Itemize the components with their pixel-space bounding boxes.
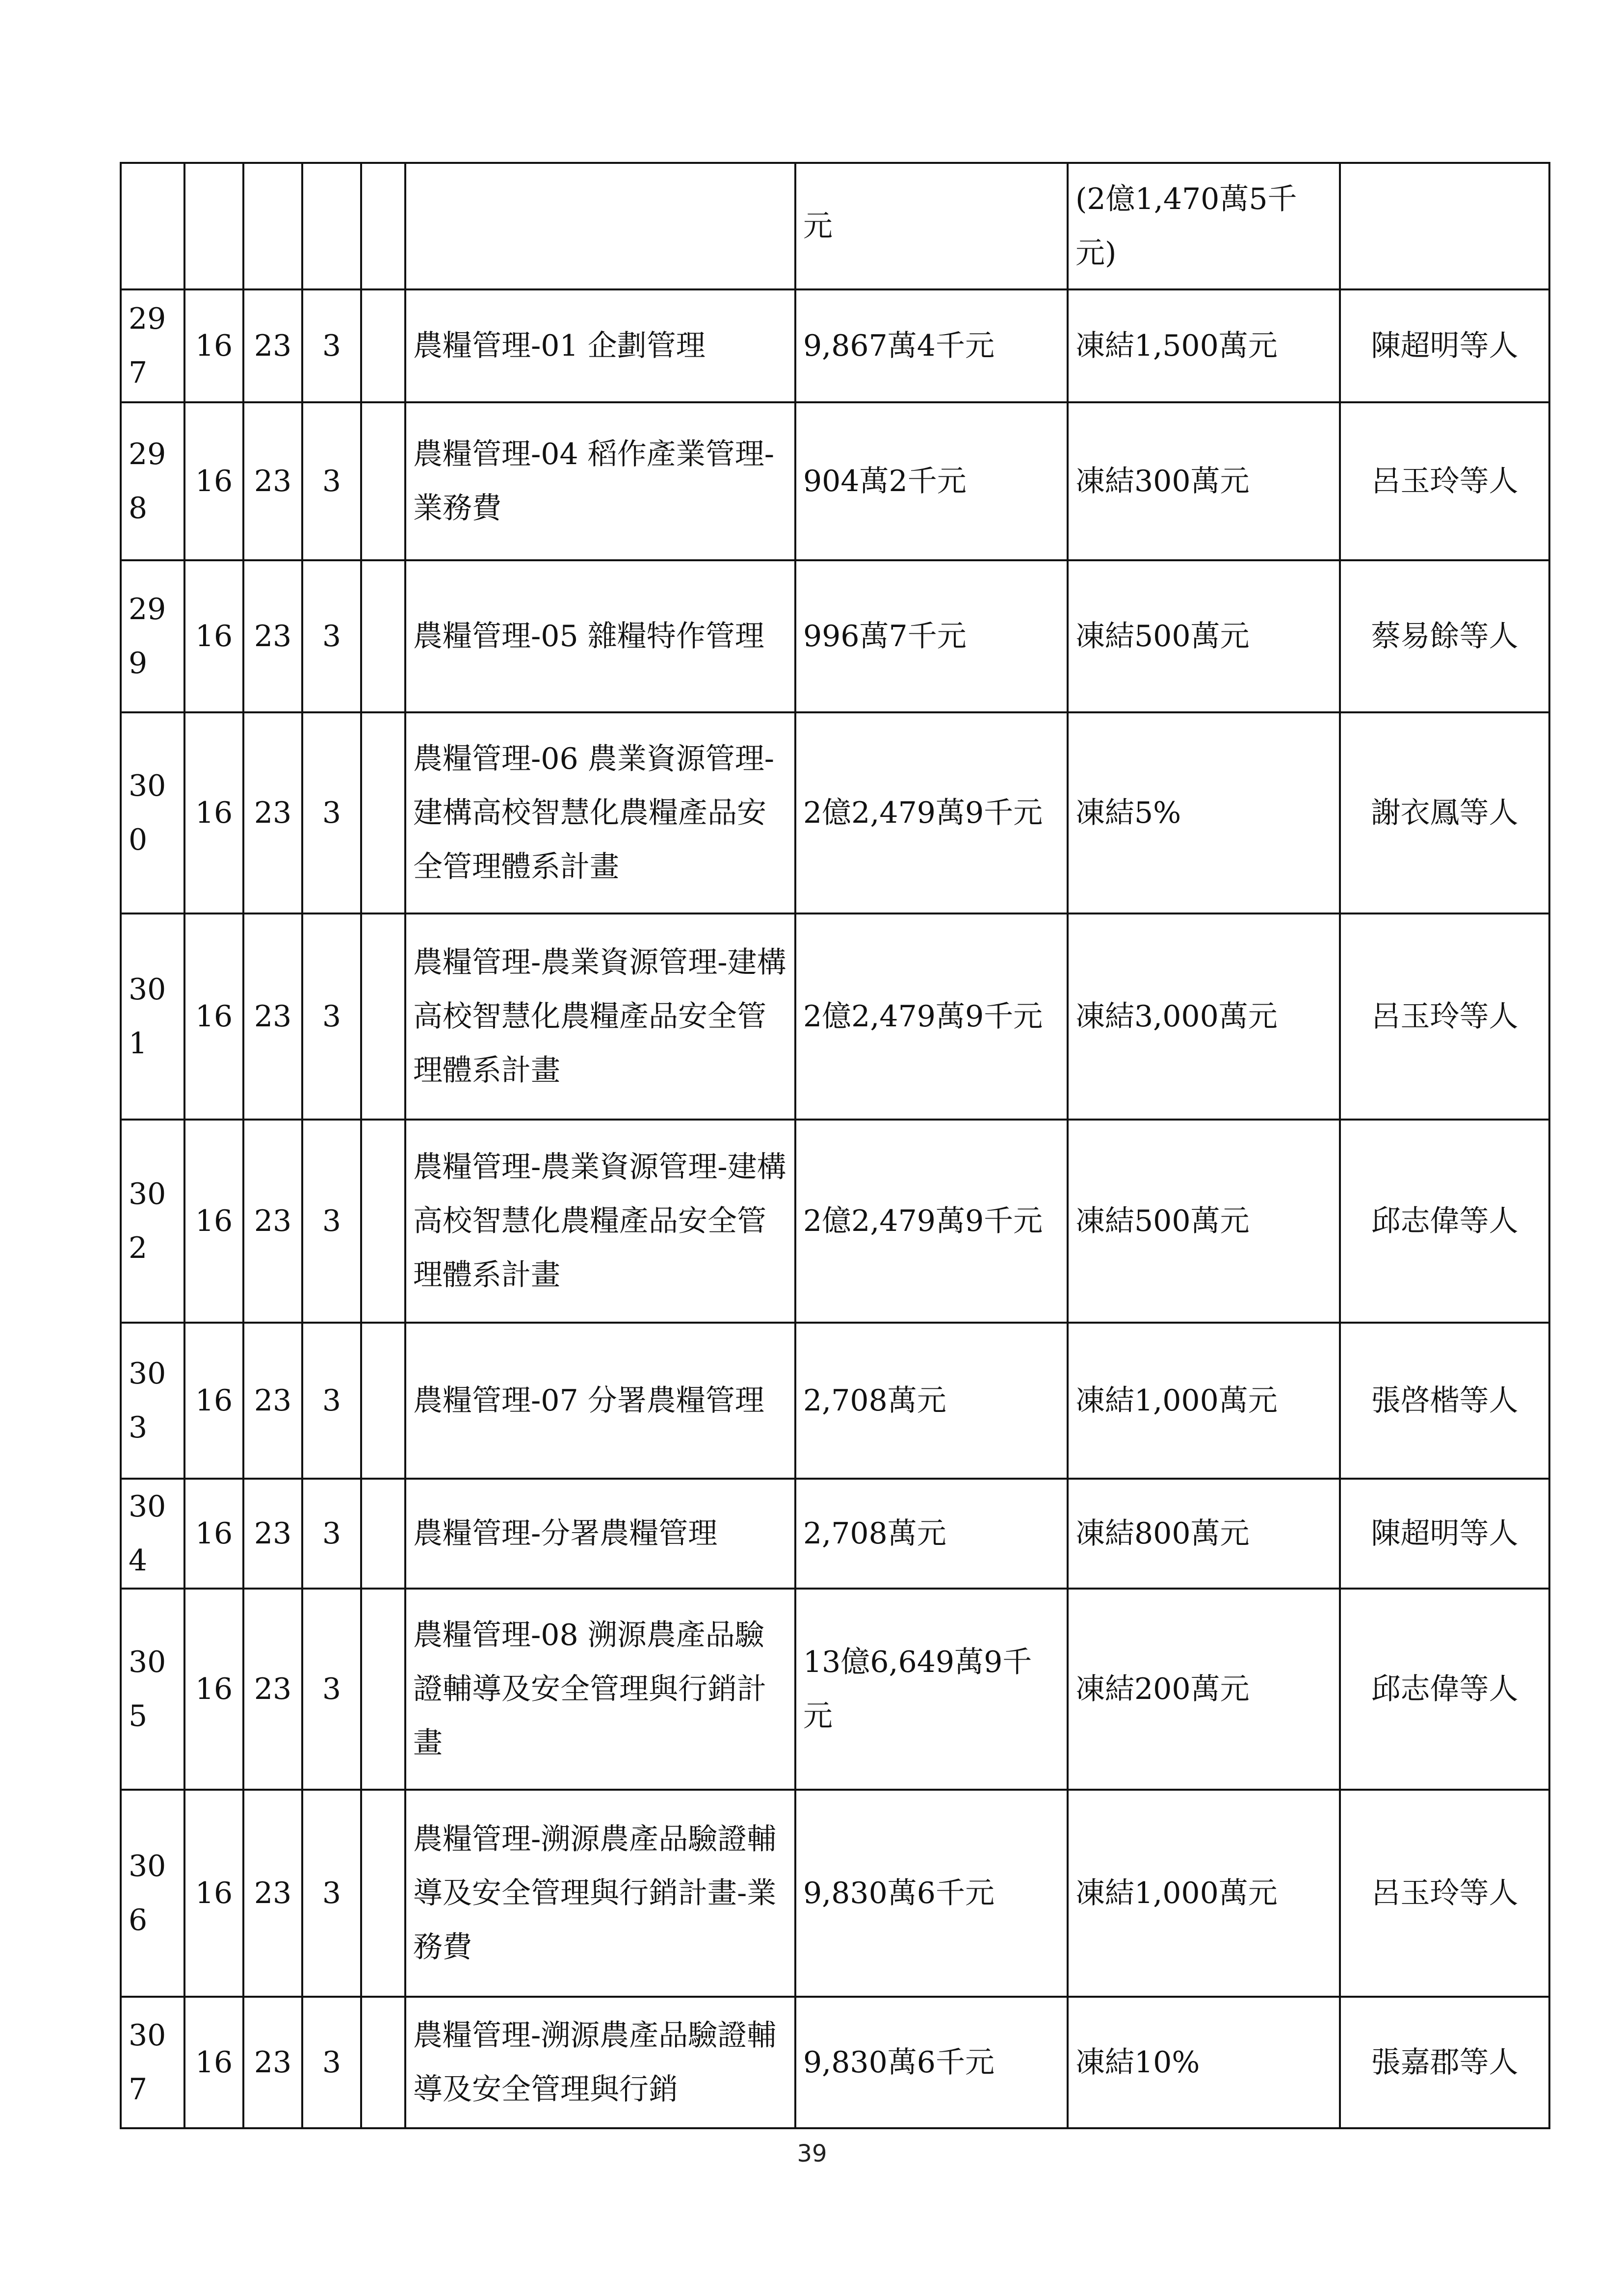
cell-proposer: 謝衣鳳等人 <box>1340 712 1549 913</box>
cell-proposer: 呂玉玲等人 <box>1340 402 1549 560</box>
cell-item: 農糧管理-08 溯源農產品驗證輔導及安全管理與行銷計畫 <box>405 1589 795 1790</box>
cell-budget: 13億6,649萬9千元 <box>795 1589 1068 1790</box>
cell-budget: 9,830萬6千元 <box>795 1997 1068 2128</box>
cell-no: 297 <box>121 289 184 402</box>
page-number: 39 <box>797 2140 827 2167</box>
cell-b: 23 <box>243 560 302 712</box>
cell-freeze: 凍結300萬元 <box>1068 402 1340 560</box>
cell-freeze: 凍結500萬元 <box>1068 560 1340 712</box>
cell-c: 3 <box>302 1323 361 1479</box>
cell-no: 306 <box>121 1790 184 1997</box>
table-row <box>121 402 1549 560</box>
cell-item: 農糧管理-07 分署農糧管理 <box>405 1323 795 1479</box>
cell-b <box>243 163 302 289</box>
cell-no: 302 <box>121 1120 184 1323</box>
cell-no: 305 <box>121 1589 184 1790</box>
cell-a: 16 <box>184 712 243 913</box>
cell-proposer: 張啓楷等人 <box>1340 1323 1549 1479</box>
cell-blank <box>361 1120 405 1323</box>
cell-proposer: 陳超明等人 <box>1340 1479 1549 1589</box>
cell-c: 3 <box>302 1120 361 1323</box>
cell-c: 3 <box>302 913 361 1120</box>
cell-a <box>184 163 243 289</box>
cell-freeze: 凍結800萬元 <box>1068 1479 1340 1589</box>
cell-freeze: 凍結3,000萬元 <box>1068 913 1340 1120</box>
cell-budget: 2億2,479萬9千元 <box>795 913 1068 1120</box>
cell-b: 23 <box>243 402 302 560</box>
cell-freeze: 凍結1,000萬元 <box>1068 1323 1340 1479</box>
cell-blank <box>361 163 405 289</box>
cell-blank <box>361 1790 405 1997</box>
table-row <box>121 1120 1549 1323</box>
cell-item: 農糧管理-01 企劃管理 <box>405 289 795 402</box>
cell-item: 農糧管理-溯源農產品驗證輔導及安全管理與行銷計畫-業務費 <box>405 1790 795 1997</box>
cell-c: 3 <box>302 402 361 560</box>
table-row <box>121 712 1549 913</box>
table-row <box>121 1997 1549 2128</box>
cell-proposer <box>1340 163 1549 289</box>
cell-a: 16 <box>184 913 243 1120</box>
cell-b: 23 <box>243 1997 302 2128</box>
cell-freeze: 凍結200萬元 <box>1068 1589 1340 1790</box>
table-row <box>121 560 1549 712</box>
cell-freeze: 凍結10% <box>1068 1997 1340 2128</box>
cell-item: 農糧管理-04 稻作產業管理-業務費 <box>405 402 795 560</box>
table-row <box>121 913 1549 1120</box>
cell-budget: 2,708萬元 <box>795 1323 1068 1479</box>
cell-a: 16 <box>184 1589 243 1790</box>
cell-proposer: 蔡易餘等人 <box>1340 560 1549 712</box>
cell-b: 23 <box>243 1120 302 1323</box>
cell-budget: 2億2,479萬9千元 <box>795 712 1068 913</box>
cell-blank <box>361 913 405 1120</box>
cell-blank <box>361 1997 405 2128</box>
cell-freeze: 凍結1,000萬元 <box>1068 1790 1340 1997</box>
cell-budget: 996萬7千元 <box>795 560 1068 712</box>
cell-no: 304 <box>121 1479 184 1589</box>
cell-no: 300 <box>121 712 184 913</box>
cell-b: 23 <box>243 913 302 1120</box>
cell-budget: 2億2,479萬9千元 <box>795 1120 1068 1323</box>
cell-proposer: 張嘉郡等人 <box>1340 1997 1549 2128</box>
cell-b: 23 <box>243 1323 302 1479</box>
cell-budget: 元 <box>795 163 1068 289</box>
cell-c: 3 <box>302 712 361 913</box>
cell-blank <box>361 289 405 402</box>
cell-no: 299 <box>121 560 184 712</box>
cell-blank <box>361 1589 405 1790</box>
cell-budget: 9,867萬4千元 <box>795 289 1068 402</box>
table-row <box>121 1790 1549 1997</box>
cell-blank <box>361 1479 405 1589</box>
cell-proposer: 邱志偉等人 <box>1340 1589 1549 1790</box>
cell-item: 農糧管理-05 雜糧特作管理 <box>405 560 795 712</box>
cell-a: 16 <box>184 289 243 402</box>
cell-b: 23 <box>243 1790 302 1997</box>
cell-a: 16 <box>184 560 243 712</box>
cell-blank <box>361 560 405 712</box>
cell-item <box>405 163 795 289</box>
cell-a: 16 <box>184 1479 243 1589</box>
cell-a: 16 <box>184 1120 243 1323</box>
cell-b: 23 <box>243 712 302 913</box>
cell-item: 農糧管理-農業資源管理-建構高校智慧化農糧產品安全管理體系計畫 <box>405 913 795 1120</box>
cell-proposer: 邱志偉等人 <box>1340 1120 1549 1323</box>
cell-item: 農糧管理-分署農糧管理 <box>405 1479 795 1589</box>
cell-c <box>302 163 361 289</box>
table-row <box>121 1589 1549 1790</box>
cell-freeze: 凍結5% <box>1068 712 1340 913</box>
cell-budget: 9,830萬6千元 <box>795 1790 1068 1997</box>
cell-item: 農糧管理-農業資源管理-建構高校智慧化農糧產品安全管理體系計畫 <box>405 1120 795 1323</box>
cell-c: 3 <box>302 1790 361 1997</box>
cell-no: 301 <box>121 913 184 1120</box>
cell-freeze: 凍結1,500萬元 <box>1068 289 1340 402</box>
cell-c: 3 <box>302 289 361 402</box>
cell-item: 農糧管理-溯源農產品驗證輔導及安全管理與行銷 <box>405 1997 795 2128</box>
cell-blank <box>361 402 405 560</box>
cell-no: 307 <box>121 1997 184 2128</box>
table-row <box>121 1479 1549 1589</box>
cell-b: 23 <box>243 289 302 402</box>
budget-freeze-table <box>120 162 1550 2129</box>
cell-b: 23 <box>243 1589 302 1790</box>
cell-c: 3 <box>302 1479 361 1589</box>
cell-item: 農糧管理-06 農業資源管理-建構高校智慧化農糧產品安全管理體系計畫 <box>405 712 795 913</box>
cell-budget: 2,708萬元 <box>795 1479 1068 1589</box>
cell-blank <box>361 1323 405 1479</box>
cell-no: 298 <box>121 402 184 560</box>
cell-proposer: 呂玉玲等人 <box>1340 1790 1549 1997</box>
cell-c: 3 <box>302 1589 361 1790</box>
cell-a: 16 <box>184 1323 243 1479</box>
cell-no <box>121 163 184 289</box>
table-row <box>121 289 1549 402</box>
cell-freeze: 凍結500萬元 <box>1068 1120 1340 1323</box>
cell-proposer: 呂玉玲等人 <box>1340 913 1549 1120</box>
table-row <box>121 1323 1549 1479</box>
table-row-continued <box>121 163 1549 289</box>
cell-b: 23 <box>243 1479 302 1589</box>
cell-a: 16 <box>184 1997 243 2128</box>
cell-c: 3 <box>302 560 361 712</box>
cell-budget: 904萬2千元 <box>795 402 1068 560</box>
cell-c: 3 <box>302 1997 361 2128</box>
cell-a: 16 <box>184 402 243 560</box>
cell-a: 16 <box>184 1790 243 1997</box>
cell-freeze: (2億1,470萬5千元) <box>1068 163 1340 289</box>
cell-blank <box>361 712 405 913</box>
cell-proposer: 陳超明等人 <box>1340 289 1549 402</box>
cell-no: 303 <box>121 1323 184 1479</box>
